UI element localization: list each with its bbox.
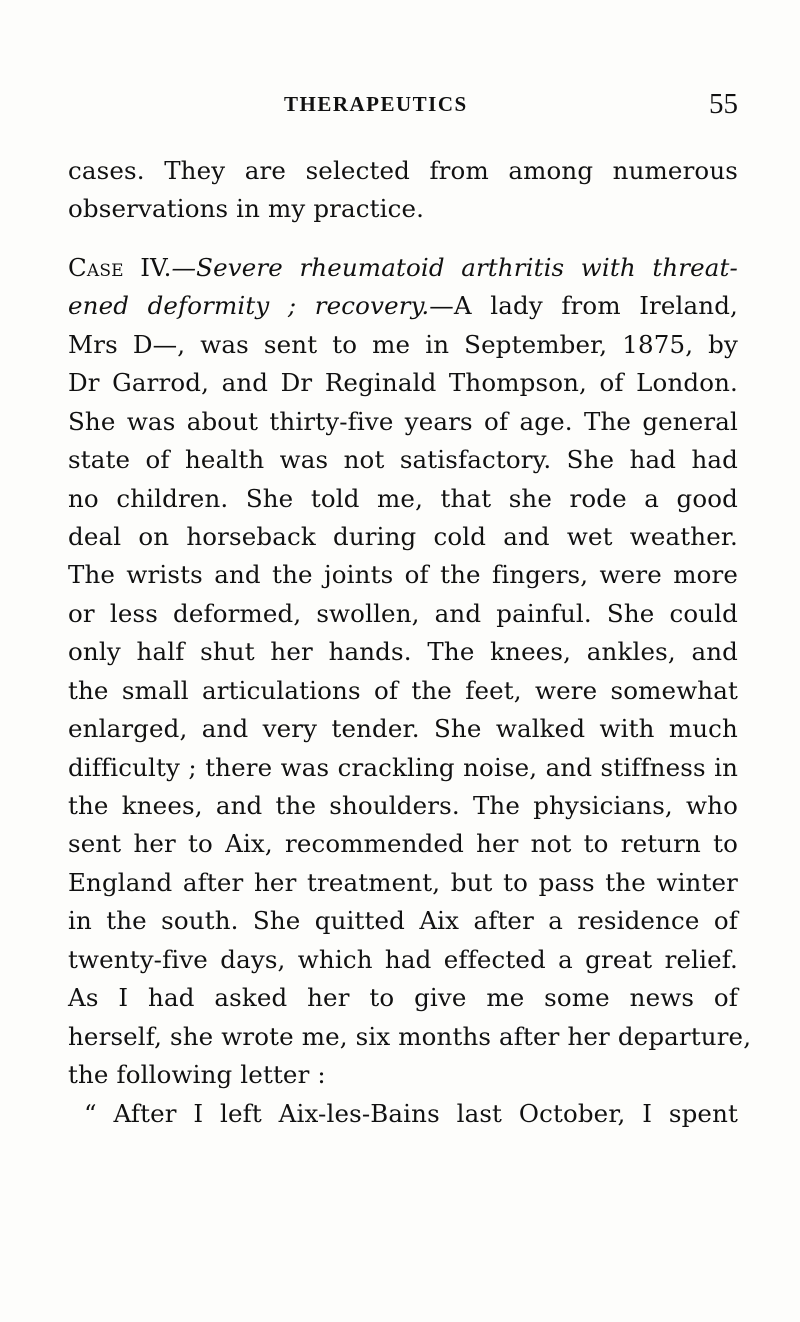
text-line: England after her treatment, but to pass the winter — [68, 867, 738, 897]
running-title: THERAPEUTICS — [284, 92, 468, 116]
text-line: cases. They are selected from among numerous — [68, 156, 738, 185]
text-line: the knees, and the shoulders. The physicians, who — [68, 791, 738, 820]
case-heading-line — [68, 249, 738, 287]
text-line: the small articulations of the feet, were somewhat — [68, 675, 738, 705]
text-line: twenty-five days, which had effected a great relief. — [68, 944, 738, 974]
case-label: Case IV. — [68, 252, 172, 282]
text-line: the following letter : — [68, 1060, 326, 1090]
page-header — [68, 88, 738, 128]
text-line: Mrs D—, was sent to me in September, 1875, by — [68, 329, 738, 359]
page-number: 55 — [709, 88, 738, 120]
text-line: no children. She told me, that she rode a good — [68, 483, 738, 513]
quoted-letter-line: “ After I left Aix-les-Bains last October, I spent — [84, 1098, 738, 1128]
text-line: herself, she wrote me, six months after her departure, — [68, 1021, 752, 1051]
text-line: state of health was not satisfactory. She had had — [68, 445, 738, 475]
text-line: She was about thirty-five years of age. The general — [68, 406, 738, 436]
body-text — [68, 152, 752, 1133]
text-line: enlarged, and very tender. She walked with much — [68, 714, 738, 744]
text-line: deal on horseback during cold and wet weather. — [68, 521, 738, 551]
text-line: or less deformed, swollen, and painful. She could — [68, 598, 738, 628]
text-line: in the south. She quitted Aix after a residence of — [68, 906, 738, 936]
text-line: observations in my practice. — [68, 194, 425, 224]
case-heading-line — [68, 287, 738, 325]
text-line: only half shut her hands. The knees, ankles, and — [68, 637, 738, 667]
text-span: —A lady from Ireland, — [429, 291, 738, 321]
text-line: Dr Garrod, and Dr Reginald Thompson, of London. — [68, 368, 738, 398]
case-title: ened deformity ; recovery. — [68, 291, 430, 321]
text-line: The wrists and the joints of the fingers, were more — [68, 560, 738, 590]
text-line: As I had asked her to give me some news of — [68, 983, 738, 1013]
text-line: difficulty ; there was crackling noise, and stiffness in — [68, 752, 738, 782]
text-line: sent her to Aix, recommended her not to return to — [68, 829, 738, 859]
case-title: —Severe rheumatoid arthritis with threat- — [171, 252, 738, 282]
